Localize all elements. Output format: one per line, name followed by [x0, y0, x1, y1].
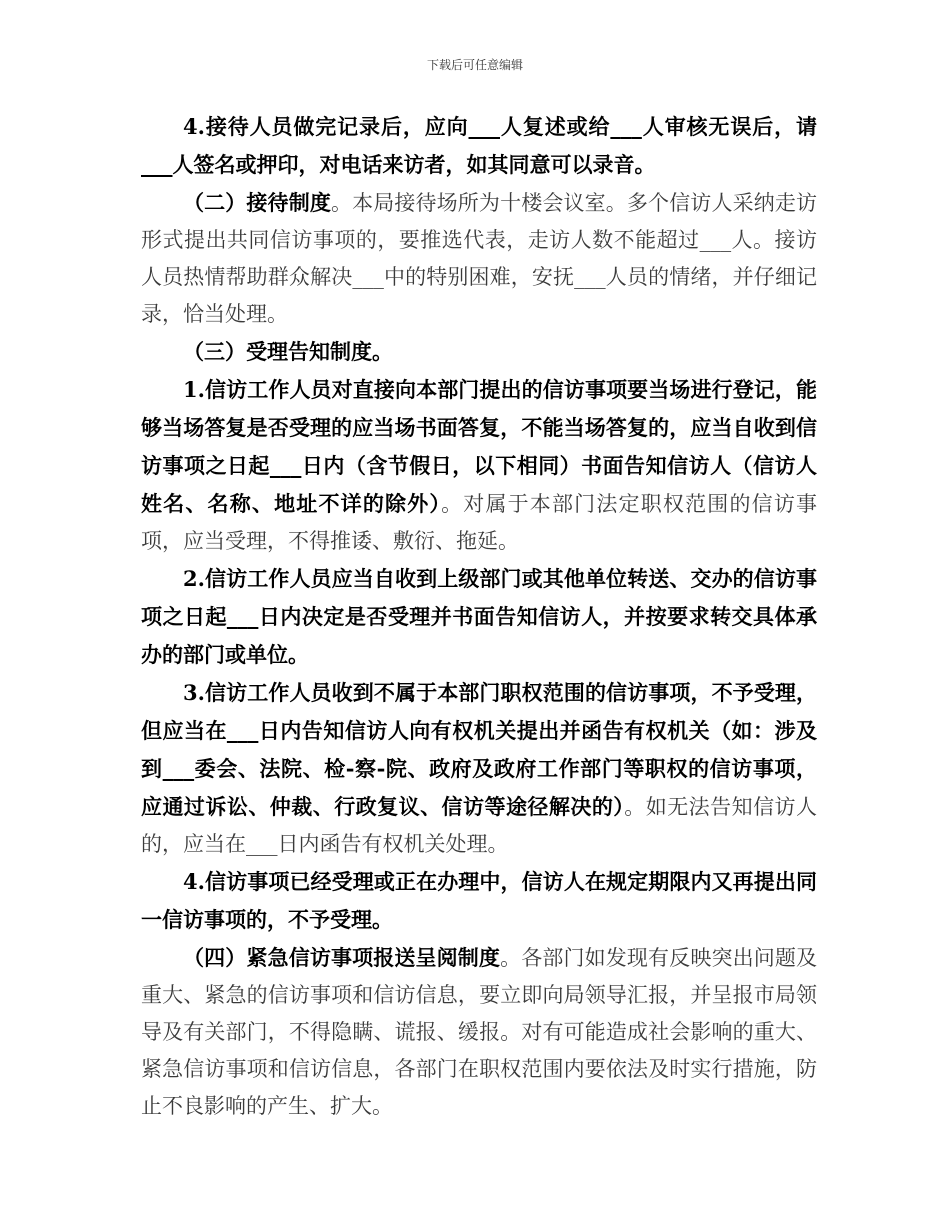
paragraph-6: [141, 674, 817, 863]
paragraph-8: [141, 939, 817, 1125]
paragraph-3-bold: （三）受理告知制度。: [183, 339, 393, 364]
paragraph-6-normal: 。如无法告知信访人的，应当在___日内函告有权机关处理。: [141, 795, 818, 856]
paragraph-4: [141, 371, 817, 560]
paragraph-5: [141, 560, 817, 674]
paragraph-2-bold: （二）接待制度: [183, 190, 331, 215]
paragraph-7-bold: 4.信访事项已经受理或正在办理中，信访人在规定期限内又再提出同一信访事项的，不予受理。: [141, 869, 817, 932]
paragraph-8-bold: （四）紧急信访事项报送呈阅制度: [183, 945, 501, 970]
paragraph-4-normal: 。对属于本部门法定职权范围的信访事项，应当受理，不得推诿、敷衍、拖延。: [141, 492, 818, 553]
document-body: [141, 108, 817, 1125]
paragraph-3: [141, 333, 817, 371]
paragraph-1-bold: 4.接待人员做完记录后，应向___人复述或给___人审核无误后，请___人签名或押印，对电话来访者，如其同意可以录音。: [141, 114, 817, 177]
paragraph-2-normal: 。本局接待场所为十楼会议室。多个信访人采纳走访形式提出共同信访事项的，要推选代表，走访人数不能超过___人。接访人员热情帮助群众解决___中的特别困难，安抚___人员的情绪，并仔细记录，恰当处理。: [141, 191, 818, 326]
paragraph-7: [141, 863, 817, 939]
paragraph-5-bold: 2.信访工作人员应当自收到上级部门或其他单位转送、交办的信访事项之日起___日内决定是否受理并书面告知信访人，并按要求转交具体承办的部门或单位。: [141, 566, 817, 667]
paragraph-8-normal: 。各部门如发现有反映突出问题及重大、紧急的信访事项和信访信息，要立即向局领导汇报，并呈报市局领导及有关部门，不得隐瞒、谎报、缓报。对有可能造成社会影响的重大、紧急信访事项和信访信息，各部门在职权范围内要依法及时实行措施，防止不良影响的产生、扩大。: [141, 946, 818, 1118]
paragraph-4-bold: 1.信访工作人员对直接向本部门提出的信访事项要当场进行登记，能够当场答复是否受理的应当场书面答复，不能当场答复的，应当自收到信访事项之日起___日内（含节假日，以下相同）书面告知信访人（信访人姓名、名称、地址不详的除外）: [141, 377, 817, 516]
page-header: 下载后可任意编辑: [426, 58, 523, 72]
paragraph-1: [141, 108, 817, 184]
paragraph-6-bold: 3.信访工作人员收到不属于本部门职权范围的信访事项，不予受理，但应当在___日内告知信访人向有权机关提出并函告有权机关（如：涉及到___委会、法院、检-察-院、政府及政府工作部门等职权的信访事项，应通过诉讼、仲裁、行政复议、信访等途径解决的）: [141, 680, 817, 819]
paragraph-2: [141, 184, 817, 333]
